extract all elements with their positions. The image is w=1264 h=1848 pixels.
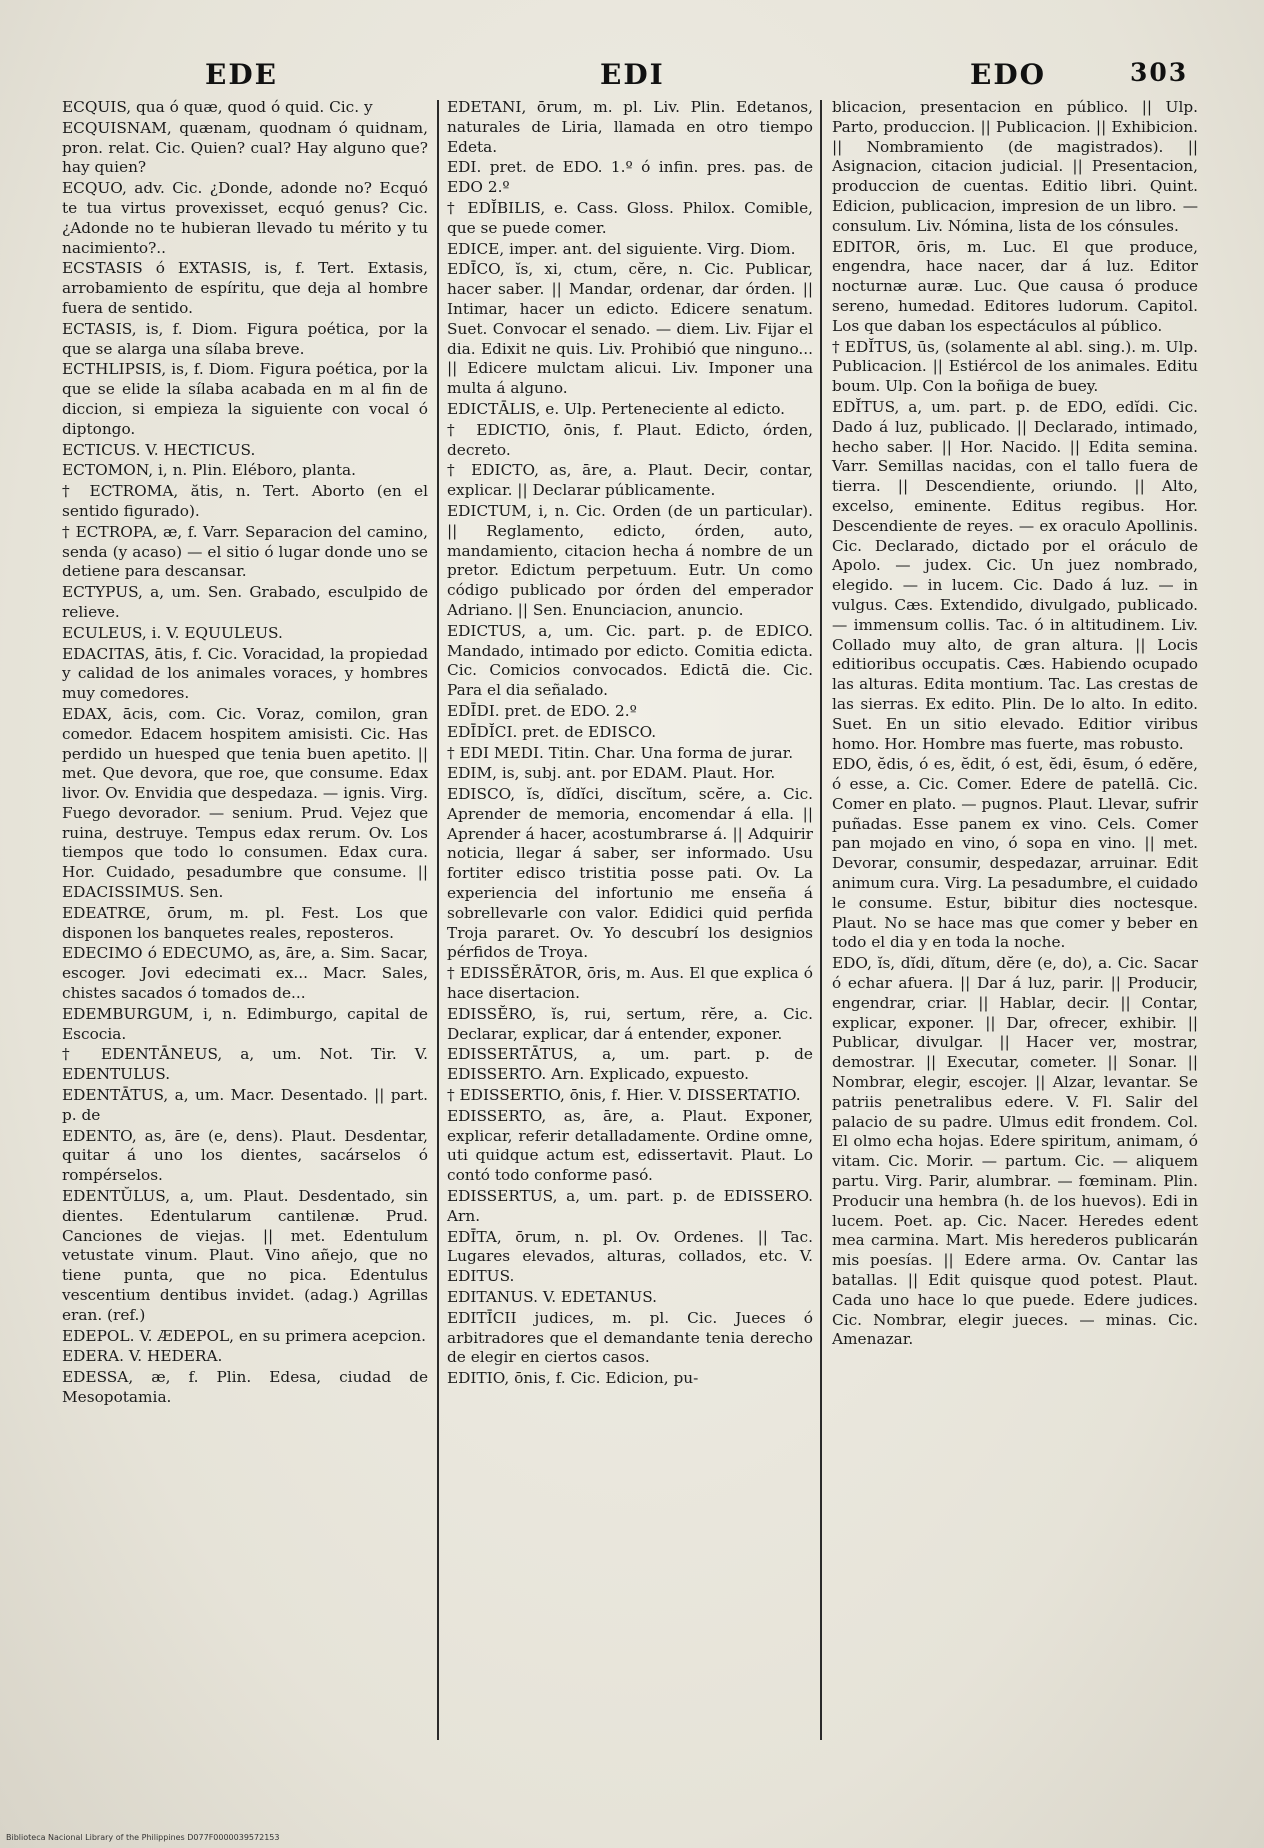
dictionary-entry: ECTICUS. V. HECTICUS.	[62, 440, 256, 459]
dictionary-entry: † EDENTĀNEUS, a, um. Not. Tir. V. EDENTULUS.	[62, 1045, 428, 1084]
dictionary-entry: ECULEUS, i. V. EQUULEUS.	[62, 623, 283, 642]
dictionary-entry: EDISSERTUS, a, um. part. p. de EDISSERO. Arn.	[447, 1187, 813, 1225]
dictionary-entry: ECTHLIPSIS, is, f. Diom. Figura poética, por la que se elide la sílaba acabada en m al fin de diccion, si empieza la siguiente con vocal ó diptongo.	[62, 360, 428, 438]
dictionary-entry: EDENTŬLUS, a, um. Plaut. Desdentado, sin dientes. Edentularum cantilenæ. Prud. Canciones de viejas. || met. Edentulum vetustate vinum. Plaut. Vino añejo, que no tiene punta, que no pica. Edentulus vescentium dentibus invidet. (adag.) Agrillas eran. (ref.)	[62, 1187, 428, 1324]
dictionary-entry: EDISCO, ĭs, dĭdĭci, discĭtum, scĕre, a. Cic. Aprender de memoria, encomendar á ella. || Aprender á hacer, acostumbrarse á. || Adquirir noticia, llegar á saber, ser informado. Usu fortiter edisco tristitia posse pati. Ov. La experiencia del infortunio me enseña á sobrellevarle con valor. Edidici quid perfida Troja pararet. Ov. Yo descubrí los designios pérfidos de Troya.	[447, 785, 813, 962]
dictionary-entry: EDITOR, ōris, m. Luc. El que produce, engendra, hace nacer, dar á luz. Editor nocturnæ auræ. Luc. Que causa ó produce sereno, humedad. Editores ludorum. Capitol. Los que daban los espectáculos al público.	[832, 237, 1198, 335]
dictionary-entry: EDITIO, ōnis, f. Cic. Edicion, pu-	[447, 1369, 699, 1388]
dictionary-entry: ECQUO, adv. Cic. ¿Donde, adonde no? Ecquó te tua virtus provexisset, ecquó genus? Cic. ¿Adonde no te hubieran llevado tu mérito y tu nacimiento?..	[62, 179, 428, 257]
dictionary-entry: EDICTUS, a, um. Cic. part. p. de EDICO. Mandado, intimado por edicto. Comitia edicta. Cic. Comicios convocados. Edictā die. Cic. Para el dia señalado.	[447, 621, 813, 700]
dictionary-entry: EDETANI, ōrum, m. pl. Liv. Plin. Edetanos, naturales de Liria, llamada en otro tiempo Edeta.	[447, 98, 813, 156]
dictionary-entry: ECTYPUS, a, um. Sen. Grabado, esculpido de relieve.	[62, 583, 428, 621]
running-head	[0, 58, 1264, 98]
dictionary-entry: EDO, ĕdis, ó es, ĕdit, ó est, ĕdi, ēsum, ó edĕre, ó esse, a. Cic. Comer. Edere de patellā. Cic. Comer en plato. — pugnos. Plaut. Llevar, sufrir puñadas. Esse panem ex vino. Cels. Comer pan mojado en vino, ó sopa en vino. || met. Devorar, consumir, despedazar, arruinar. Edit animum cura. Virg. La pesadumbre, el cuidado le consume. Estur, bibitur dies noctesque. Plaut. No se hace mas que comer y beber en todo el dia y en toda la noche.	[832, 755, 1198, 952]
dictionary-entry: EDACITAS, ātis, f. Cic. Voracidad, la propiedad y calidad de los animales voraces, y hombres muy comedores.	[62, 644, 428, 703]
column-3	[832, 98, 1198, 1351]
column-2	[447, 98, 813, 1390]
dictionary-entry: EDI. pret. de EDO. 1.º ó infin. pres. pas. de EDO 2.º	[447, 158, 813, 197]
dictionary-entry: EDĪTA, ōrum, n. pl. Ov. Ordenes. || Tac. Lugares elevados, alturas, collados, etc. V. EDITUS.	[447, 1227, 813, 1286]
dictionary-entry: ECSTASIS ó EXTASIS, is, f. Tert. Extasis, arrobamiento de espíritu, que deja al hombre fuera de sentido.	[62, 259, 428, 317]
dictionary-entry: EDECIMO ó EDECUMO, as, āre, a. Sim. Sacar, escoger. Jovi edecimati ex... Macr. Sales, chistes sacados ó tomados de...	[62, 944, 428, 1003]
dictionary-entry: blicacion, presentacion en público. || Ulp. Parto, produccion. || Publicacion. || Exhibicion. || Nombramiento (de magistrados). || Asignacion, citacion judicial. || Presentacion, produccion de cuentas. Editio libri. Quint. Edicion, publicacion, impresion de un libro. — consulum. Liv. Nómina, lista de los cónsules.	[832, 98, 1198, 235]
footer-credit: Biblioteca Nacional Library of the Philippines D077F0000039572153	[6, 1833, 280, 1842]
dictionary-entry: † EDĬBILIS, e. Cass. Gloss. Philox. Comible, que se puede comer.	[447, 198, 813, 237]
dictionary-entry: EDENTO, as, āre (e, dens). Plaut. Desdentar, quitar á uno los dientes, sacárselos ó rompérselos.	[62, 1126, 428, 1185]
dictionary-entry: EDICE, imper. ant. del siguiente. Virg. Diom.	[447, 239, 796, 258]
dictionary-entry: EDEPOL. V. ÆDEPOL, en su primera acepcion.	[62, 1326, 426, 1345]
dictionary-entry: EDERA. V. HEDERA.	[62, 1347, 223, 1366]
dictionary-entry: † ECTROPA, æ, f. Varr. Separacion del camino, senda (y acaso) — el sitio ó lugar donde uno se detiene para descansar.	[62, 522, 428, 581]
dictionary-entry: EDAX, ācis, com. Cic. Voraz, comilon, gran comedor. Edacem hospitem amisisti. Cic. Has perdido un huesped que tenia buen apetito. || met. Que devora, que roe, que consume. Edax livor. Ov. Envidia que despedaza. — ignis. Virg. Fuego devorador. — senium. Prud. Vejez que ruina, destruye. Tempus edax rerum. Ov. Los tiempos que todo lo consumen. Edax cura. Hor. Cuidado, pesadumbre que consume. || EDACISSIMUS. Sen.	[62, 704, 428, 902]
dictionary-entry: † ECTROMA, ătis, n. Tert. Aborto (en el sentido figurado).	[62, 482, 428, 520]
dictionary-entry: EDENTĀTUS, a, um. Macr. Desentado. || part. p. de	[62, 1086, 428, 1124]
dictionary-entry: ECQUISNAM, quænam, quodnam ó quidnam, pron. relat. Cic. Quien? cual? Hay alguno que? hay quien?	[62, 118, 428, 177]
dictionary-entry: EDICTĀLIS, e. Ulp. Perteneciente al edicto.	[447, 399, 785, 418]
dictionary-entry: ECTOMON, i, n. Plin. Eléboro, planta.	[62, 461, 356, 480]
dictionary-entry: † EDISSĔRĀTOR, ōris, m. Aus. El que explica ó hace disertacion.	[447, 964, 813, 1003]
dictionary-entry: † EDICTIO, ōnis, f. Plaut. Edicto, órden, decreto.	[447, 420, 813, 459]
running-head-right: EDO	[970, 58, 1047, 91]
column-1	[62, 98, 428, 1409]
dictionary-entry: EDISSĔRO, ĭs, rui, sertum, rĕre, a. Cic. Declarar, explicar, dar á entender, exponer.	[447, 1004, 813, 1043]
dictionary-entry: † EDI MEDI. Titin. Char. Una forma de jurar.	[447, 743, 794, 762]
dictionary-entry: † EDĬTUS, ūs, (solamente al abl. sing.). m. Ulp. Publicacion. || Estiércol de los animales. Editu boum. Ulp. Con la boñiga de buey.	[832, 337, 1198, 396]
dictionary-entry: † EDICTO, as, āre, a. Plaut. Decir, contar, explicar. || Declarar públicamente.	[447, 461, 813, 500]
dictionary-entry: EDĪCO, ĭs, xi, ctum, cĕre, n. Cic. Publicar, hacer saber. || Mandar, ordenar, dar órden. || Intimar, hacer un edicto. Edicere senatum. Suet. Convocar el senado. — diem. Liv. Fijar el dia. Edixit ne quis. Liv. Prohibió que ninguno... || Edicere mulctam alicui. Liv. Imponer una multa á alguno.	[447, 260, 813, 398]
dictionary-entry: EDĬTUS, a, um. part. p. de EDO, edĭdi. Cic. Dado á luz, publicado. || Declarado, intimado, hecho saber. || Hor. Nacido. || Edita semina. Varr. Semillas nacidas, con el tallo fuera de tierra. || Descendiente, oriundo. || Alto, excelso, eminente. Editus regibus. Hor. Descendiente de reyes. — ex oraculo Apollinis. Cic. Declarado, dictado por el oráculo de Apolo. — judex. Cic. Un juez nombrado, elegido. — in lucem. Cic. Dado á luz. — in vulgus. Cæs. Extendido, divulgado, publicado. — immensum collis. Tac. ó in altitudinem. Liv. Collado muy alto, de gran altura. || Locis editioribus occupatis. Cæs. Habiendo ocupado las alturas. Edita montium. Tac. Las crestas de las sierras. Ex edito. Plin. De lo alto. In edito. Suet. En un sitio elevado. Editior viribus homo. Hor. Hombre mas fuerte, mas robusto.	[832, 397, 1198, 753]
column-divider	[437, 100, 439, 1740]
dictionary-entry: EDIM, is, subj. ant. por EDAM. Plaut. Hor.	[447, 764, 776, 783]
running-head-left: EDE	[205, 58, 278, 91]
dictionary-entry: ECTASIS, is, f. Diom. Figura poética, por la que se alarga una sílaba breve.	[62, 319, 428, 358]
dictionary-entry: EDITANUS. V. EDETANUS.	[447, 1288, 658, 1307]
dictionary-entry: EDĪDĬCI. pret. de EDISCO.	[447, 722, 657, 741]
dictionary-entry: EDISSERTO, as, āre, a. Plaut. Exponer, explicar, referir detalladamente. Ordine omne, uti quidque actum est, edissertavit. Plaut. Lo contó todo conforme pasó.	[447, 1106, 813, 1185]
running-head-center: EDI	[600, 58, 665, 91]
dictionary-entry: EDEATRŒ, ōrum, m. pl. Fest. Los que disponen los banquetes reales, reposteros.	[62, 903, 428, 942]
dictionary-entry: EDEMBURGUM, i, n. Edimburgo, capital de Escocia.	[62, 1004, 428, 1043]
dictionary-entry: EDITĪCII judices, m. pl. Cic. Jueces ó arbitradores que el demandante tenia derecho de elegir en ciertos casos.	[447, 1308, 813, 1367]
dictionary-entry: EDO, ĭs, dĭdi, dĭtum, dĕre (e, do), a. Cic. Sacar ó echar afuera. || Dar á luz, parir. || Producir, engendrar, criar. || Hablar, decir. || Contar, explicar, exponer. || Dar, ofrecer, exhibir. || Publicar, divulgar. || Hacer ver, mostrar, demostrar. || Executar, cometer. || Sonar. || Nombrar, elegir, escojer. || Alzar, levantar. Se patriis penetralibus edere. V. Fl. Salir del palacio de su padre. Ulmus edit frondem. Col. El olmo echa hojas. Edere spiritum, animam, ó vitam. Cic. Morir. — partum. Cic. — aliquem partu. Virg. Parir, alumbrar. — fœminam. Plin. Producir una hembra (h. de los huevos). Edi in lucem. Poet. ap. Cic. Nacer. Heredes edent mea carmina. Mart. Mis herederos publicarán mis poesías. || Edere arma. Ov. Cantar las batallas. || Edit quisque quod potest. Plaut. Cada uno hace lo que puede. Edere judices. Cic. Nombrar, elegir jueces. — minas. Cic. Amenazar.	[832, 954, 1198, 1349]
dictionary-entry: ECQUIS, qua ó quæ, quod ó quid. Cic. y	[62, 98, 373, 116]
column-divider	[820, 100, 822, 1740]
dictionary-entry: EDESSA, æ, f. Plin. Edesa, ciudad de Mesopotamia.	[62, 1368, 428, 1406]
dictionary-entry: EDISSERTĀTUS, a, um. part. p. de EDISSERTO. Arn. Explicado, expuesto.	[447, 1045, 813, 1084]
dictionary-entry: EDĪDI. pret. de EDO. 2.º	[447, 701, 637, 720]
dictionary-entry: EDICTUM, i, n. Cic. Orden (de un particular). || Reglamento, edicto, órden, auto, mandamiento, citacion hecha á nombre de un pretor. Edictum perpetuum. Eutr. Un como código publicado por órden del emperador Adriano. || Sen. Enunciacion, anuncio.	[447, 501, 813, 619]
dictionary-entry: † EDISSERTIO, ōnis, f. Hier. V. DISSERTATIO.	[447, 1086, 801, 1105]
page-number: 303	[1130, 58, 1189, 87]
